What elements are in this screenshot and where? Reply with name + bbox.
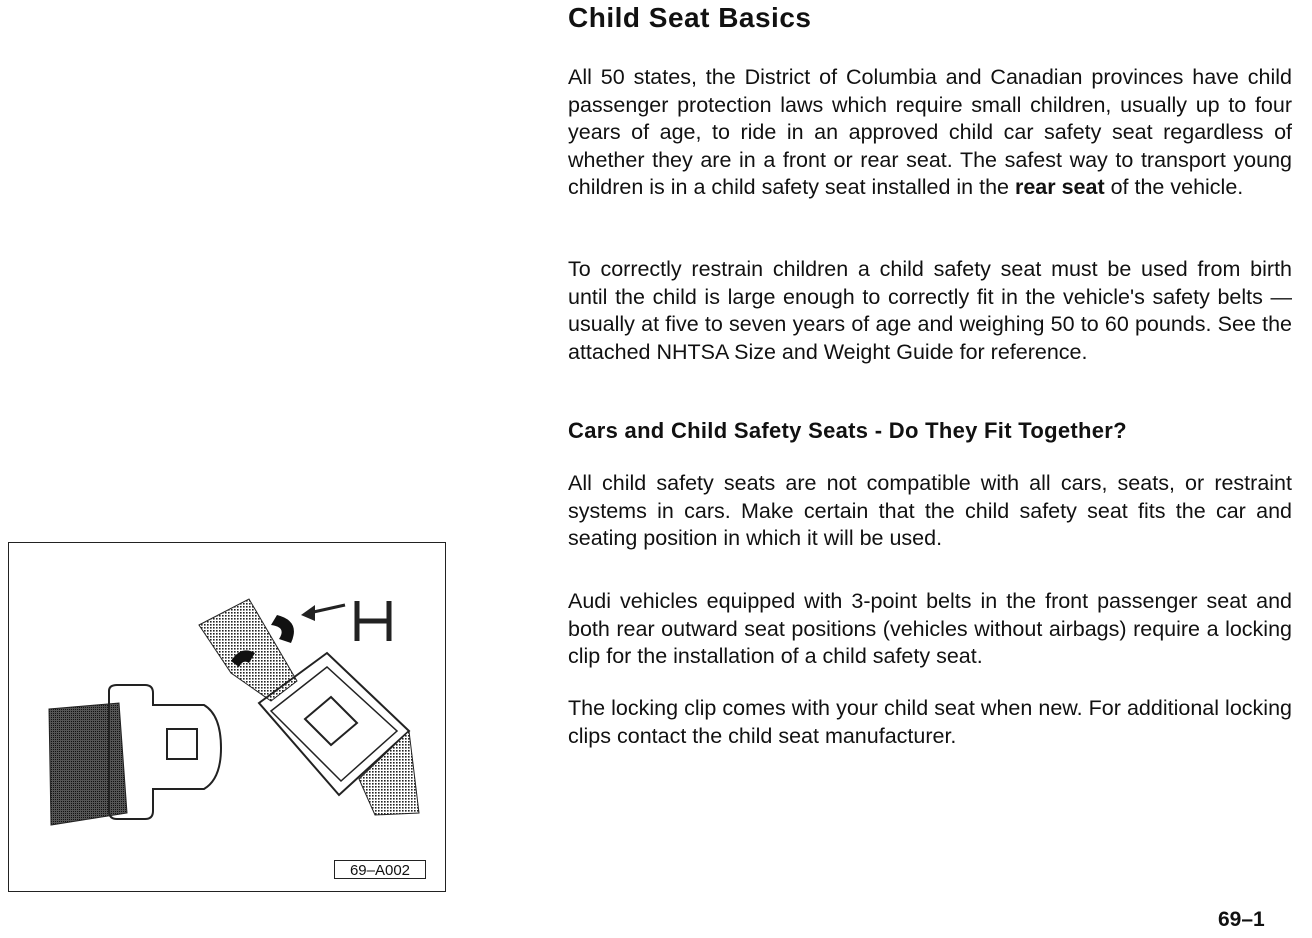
page-number: 69–1 (1218, 908, 1265, 931)
locking-clip-seatbelt-icon (9, 543, 447, 893)
paragraph-audi-belts: Audi vehicles equipped with 3-point belts in the front passenger seat and both rear outward seat positions (vehicles without airbags) require a locking clip for the installation of a child safety seat. (568, 589, 1292, 668)
paragraph-intro-text: All 50 states, the District of Columbia and Canadian provinces have child passenger protection laws which require small children, usually up to four years of age, to ride in an approved child car safety seat regardless of whether they are in a front or rear seat. The safest way to transport young children is in a child safety seat installed in the (568, 65, 1292, 199)
paragraph-intro-bold: rear seat (1014, 175, 1105, 199)
section-subheading: Cars and Child Safety Seats - Do They Fit Together? (568, 418, 1127, 443)
paragraph-locking-clip: The locking clip comes with your child seat when new. For additional locking clips contact the child seat manufacturer. (568, 696, 1292, 748)
locking-clip-figure (8, 542, 446, 892)
paragraph-intro-end: of the vehicle. (1104, 175, 1244, 199)
figure-label: 69–A002 (334, 860, 426, 879)
paragraph-restraint: To correctly restrain children a child safety seat must be used from birth until the child is large enough to correctly fit in the vehicle's safety belts — usually at five to seven years of age and weighing 50 to 60 pounds. See the attached NHTSA Size and Weight Guide for reference. (568, 257, 1292, 364)
paragraph-compatibility: All child safety seats are not compatible with all cars, seats, or restraint systems in cars. Make certain that the child safety seat fits the car and seating position in which it will be used. (568, 471, 1292, 550)
paragraph-intro (568, 64, 1292, 202)
page-title: Child Seat Basics (568, 2, 812, 33)
